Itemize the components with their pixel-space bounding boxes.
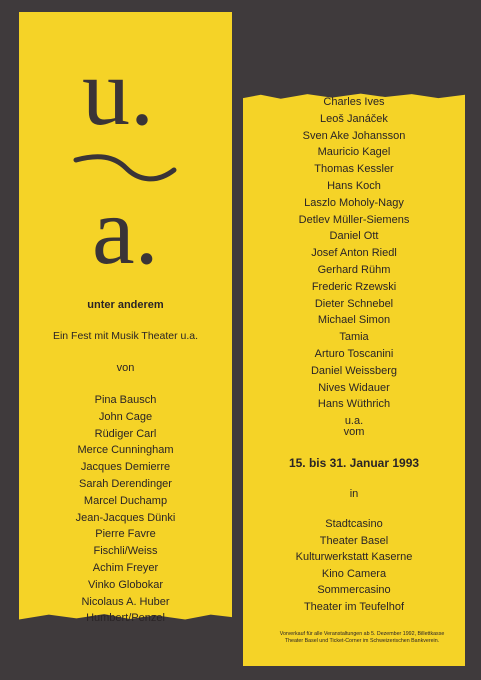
- list-item: Jacques Demierre: [80, 461, 171, 474]
- logo-letter-a: a.: [92, 177, 159, 284]
- in-label: in: [349, 488, 359, 500]
- list-item: Arturo Toscanini: [314, 347, 394, 360]
- list-item: Fischli/Weiss: [93, 545, 158, 558]
- list-item: Kino Camera: [321, 567, 387, 580]
- list-item: Marcel Duchamp: [83, 494, 168, 507]
- list-item: Vinko Globokar: [87, 578, 163, 591]
- list-item: Daniel Weissberg: [310, 364, 397, 377]
- artist-list-left: [19, 392, 232, 627]
- list-item: John Cage: [98, 410, 153, 423]
- list-item: Hans Wüthrich: [317, 398, 391, 411]
- logo-letter-u: u.: [82, 38, 154, 145]
- list-item: Hans Koch: [327, 179, 381, 192]
- list-item: Sommercasino: [317, 584, 391, 596]
- list-item: Dieter Schnebel: [314, 297, 394, 310]
- list-item: Mauricio Kagel: [317, 146, 391, 159]
- ua-logo: [40, 38, 190, 284]
- list-item: Nicolaus A. Huber: [81, 595, 170, 608]
- list-item: Leoš Janáček: [320, 112, 388, 125]
- list-item: Sven Ake Johansson: [302, 129, 406, 142]
- list-item: Achim Freyer: [92, 561, 159, 574]
- list-item: Jean-Jacques Dünki: [75, 511, 176, 524]
- list-item: Detlev Müller-Siemens: [298, 213, 410, 226]
- list-item: u.a.: [344, 415, 364, 428]
- presale-line: Vorverkauf für alle Veranstaltungen ab 5. Dezember 1992, Billettkasse: [279, 631, 445, 637]
- list-item: Rüdiger Carl: [94, 427, 157, 440]
- list-item: Stadtcasino: [325, 518, 383, 530]
- list-item: Sarah Derendinger: [79, 477, 172, 490]
- list-item: Humbert/Penzel: [86, 612, 165, 625]
- list-item: Theater im Teufelhof: [303, 600, 405, 613]
- list-item: Pina Bausch: [94, 394, 157, 406]
- presale-note: [262, 631, 462, 645]
- list-item: Pierre Favre: [95, 528, 156, 541]
- list-item: Tamia: [339, 331, 369, 344]
- list-item: Michael Simon: [317, 314, 391, 327]
- list-item: Merce Cunningham: [77, 444, 174, 457]
- list-item: Nives Widauer: [318, 381, 390, 394]
- vom-label: vom: [343, 426, 365, 438]
- list-item: Thomas Kessler: [314, 163, 394, 176]
- list-item: Frederic Rzewski: [311, 280, 397, 293]
- list-item: Kulturwerkstatt Kaserne: [295, 551, 413, 563]
- list-item: Gerhard Rühm: [317, 263, 391, 276]
- presale-line: Theater Basel und Ticket-Corner im Schweizerischen Bankverein.: [284, 638, 440, 644]
- list-item: Daniel Ott: [329, 230, 379, 243]
- list-item: Charles Ives: [323, 96, 385, 108]
- event-dates: 15. bis 31. Januar 1993: [288, 456, 420, 470]
- list-item: Josef Anton Riedl: [311, 247, 397, 260]
- venue-list: [243, 516, 465, 615]
- von-label: von: [116, 362, 135, 374]
- list-item: Laszlo Moholy-Nagy: [304, 196, 404, 209]
- artist-list-right: [243, 94, 465, 430]
- fest-line: Ein Fest mit Musik Theater u.a.: [52, 330, 199, 342]
- subtitle: unter anderem: [87, 299, 164, 311]
- list-item: Theater Basel: [319, 534, 389, 547]
